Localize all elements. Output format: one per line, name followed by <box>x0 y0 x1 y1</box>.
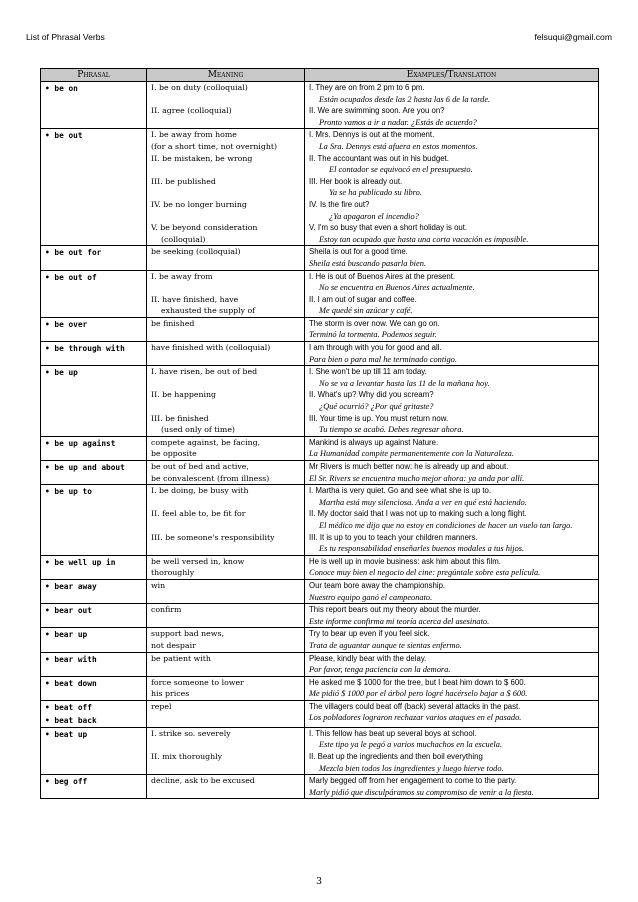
translation-line: Este tipo ya le pegó a varios muchachos en la escuela. <box>319 740 503 750</box>
phrasal-verb: • be out for <box>45 248 102 258</box>
translation-line: Martha está muy silenciosa. Anda a ver en qué está haciendo. <box>319 497 527 507</box>
phrasal-verb: • beat down <box>45 678 97 688</box>
meaning-line <box>151 401 300 413</box>
phrasal-cell <box>41 366 147 437</box>
table-row <box>41 461 599 485</box>
phrasal-cell <box>41 727 147 774</box>
phrasal-verb: • beat off <box>45 702 92 712</box>
phrasal-cell <box>41 579 147 603</box>
example-line: III. Your time is up. You must return now. <box>309 413 449 423</box>
phrasal-verb: • be up against <box>45 438 116 448</box>
phrasal-verb: • bear up <box>45 630 88 640</box>
translation-line: Marly pidió que disculpáramos su compromiso de venir a la fiesta. <box>309 787 534 797</box>
meaning-line <box>151 616 300 628</box>
examples-cell <box>305 485 599 556</box>
meaning-line <box>151 520 300 532</box>
meaning-line: III. be someone's responsibility <box>151 532 275 542</box>
phrasal-cell <box>41 485 147 556</box>
meaning-line: not despair <box>151 640 196 650</box>
translation-line: Este informe confirma mi teoría acerca del asesinato. <box>309 616 490 626</box>
table-row <box>41 270 599 317</box>
meaning-line <box>151 354 300 366</box>
examples-cell <box>305 270 599 317</box>
translation-line: Ya se ha publicado su libro. <box>329 188 422 198</box>
phrasal-verb: • be out of <box>45 272 97 282</box>
meaning-line <box>151 117 300 129</box>
phrasal-cell <box>41 604 147 628</box>
example-line: I. He is out of Buenos Aires at the present. <box>309 271 456 281</box>
phrasal-verb: • beat back <box>45 715 97 725</box>
phrasal-cell <box>41 246 147 270</box>
phrasal-cell <box>41 82 147 129</box>
phrasal-cell <box>41 436 147 460</box>
example-line: II. My doctor said that I was not up to making such a long flight. <box>309 509 527 519</box>
meaning-line: thoroughly <box>151 568 195 578</box>
meaning-line: I. strike so. severely <box>151 728 231 738</box>
example-line: The villagers could beat off (back) several attacks in the past. <box>309 701 521 711</box>
translation-line: Están ocupados desde las 2 hasta las 6 de la tarde. <box>319 94 491 104</box>
phrasal-cell <box>41 775 147 799</box>
meaning-line: I. have risen, be out of bed <box>151 367 258 377</box>
translation-line: Para bien o para mal he terminado contigo. <box>309 354 457 364</box>
table-row <box>41 129 599 246</box>
meaning-line: III. be published <box>151 176 216 186</box>
meaning-line: (for a short time, not overnight) <box>151 141 278 151</box>
examples-cell <box>305 246 599 270</box>
meaning-cell <box>147 652 305 676</box>
meaning-line: be finished <box>151 318 195 328</box>
meaning-line: be patient with <box>151 653 211 663</box>
meaning-line <box>151 282 300 294</box>
table-row <box>41 628 599 652</box>
table-row <box>41 317 599 341</box>
meaning-cell <box>147 82 305 129</box>
meaning-line: I. be away from home <box>151 130 237 140</box>
table-row <box>41 436 599 460</box>
meaning-cell <box>147 700 305 727</box>
meaning-line: II. mix thoroughly <box>151 752 223 762</box>
meaning-cell <box>147 317 305 341</box>
meaning-line: be convalescent (from illness) <box>151 473 270 483</box>
phrasal-verb: • be up to <box>45 487 92 497</box>
meaning-line: be out of bed and active, <box>151 462 249 471</box>
phrasal-verbs-table <box>40 68 599 799</box>
meaning-line <box>151 763 300 775</box>
phrasal-cell <box>41 700 147 727</box>
meaning-cell <box>147 485 305 556</box>
meaning-line <box>151 664 300 676</box>
meaning-line: repel <box>151 701 172 711</box>
translation-line: Estoy tan ocupado que hasta una corta vacación es imposible. <box>319 234 529 244</box>
translation-line: La Humanidad compite permanentemente con la Naturaleza. <box>309 449 514 459</box>
translation-line: Por favor, tenga paciencia con la demora. <box>309 665 451 675</box>
meaning-line <box>151 739 300 751</box>
meaning-line <box>151 712 300 724</box>
phrasal-cell <box>41 317 147 341</box>
example-line: II. We are swimming soon. Are you on? <box>309 106 445 116</box>
example-line: III. Her book is already out. <box>309 176 403 186</box>
phrasal-verb: • be out <box>45 131 83 141</box>
table-row <box>41 342 599 366</box>
meaning-cell <box>147 628 305 652</box>
meaning-line: support bad news, <box>151 629 224 639</box>
phrasal-cell <box>41 342 147 366</box>
example-line: I. Mrs. Dennys is out at the moment. <box>309 130 435 140</box>
example-line: I. This fellow has beat up several boys at school. <box>309 728 477 738</box>
example-line: V. I'm so busy that even a short holiday is out. <box>309 223 468 233</box>
meaning-line: (used only of time) <box>161 425 235 435</box>
examples-cell <box>305 676 599 700</box>
translation-line: ¿Ya apagaron el incendio? <box>329 211 419 221</box>
meaning-line <box>151 211 300 223</box>
examples-cell <box>305 727 599 774</box>
meaning-line: II. be happening <box>151 390 216 400</box>
meaning-cell <box>147 727 305 774</box>
examples-cell <box>305 436 599 460</box>
meaning-line: decline, ask to be excused <box>151 776 255 786</box>
translation-line: Me quedé sin azúcar y café. <box>319 306 413 316</box>
example-line: Mr Rivers is much better now: he is already up and about. <box>309 462 509 471</box>
translation-line: El Sr. Rivers se encuentra mucho mejor ahora: ya anda por allí. <box>309 473 525 483</box>
translation-line: Me pidió $ 1000 por el árbol pero logré hacérselo bajar a $ 600. <box>309 689 528 699</box>
example-line: II. The accountant was out in his budget. <box>309 153 449 163</box>
translation-line: Terminó la tormenta. Podemos seguir. <box>309 330 437 340</box>
examples-cell <box>305 775 599 799</box>
example-line: II. I am out of sugar and coffee. <box>309 294 417 304</box>
meaning-line <box>151 329 300 341</box>
meaning-cell <box>147 775 305 799</box>
table-row <box>41 775 599 799</box>
table-row <box>41 700 599 727</box>
table-row <box>41 366 599 437</box>
examples-cell <box>305 461 599 485</box>
meaning-line: be well versed in, know <box>151 556 245 566</box>
phrasal-verb: • bear with <box>45 654 97 664</box>
phrasal-cell <box>41 555 147 579</box>
examples-cell <box>305 366 599 437</box>
meaning-cell <box>147 436 305 460</box>
example-line: I am through with you for good and all. <box>309 343 442 353</box>
header-title: List of Phrasal Verbs <box>26 32 105 42</box>
table-row <box>41 82 599 129</box>
table-row <box>41 579 599 603</box>
meaning-line: have finished with (colloquial) <box>151 343 271 353</box>
translation-line: No se va a levantar hasta las 11 de la mañana hoy. <box>319 378 490 388</box>
phrasal-verb: • be through with <box>45 344 125 354</box>
example-line: He is well up in movie business: ask him about this film. <box>309 556 501 566</box>
phrasal-verb: • be up and about <box>45 463 125 472</box>
translation-line: Conoce muy bien el negocio del cine: pregúntale sobre esta película. <box>309 568 541 578</box>
table-header-row <box>41 69 599 82</box>
meaning-line <box>151 258 300 270</box>
phrasal-verb: • bear out <box>45 606 92 616</box>
table-row <box>41 246 599 270</box>
example-line: I. They are on from 2 pm to 6 pm. <box>309 83 425 92</box>
meaning-line: V. be beyond consideration <box>151 223 258 233</box>
meaning-line: III. be finished <box>151 413 209 423</box>
meaning-line: I. be away from <box>151 271 213 281</box>
translation-line: Los pobladores lograron rechazar varios ataques en el pasado. <box>309 713 522 723</box>
phrasal-cell <box>41 129 147 246</box>
meaning-line: win <box>151 580 166 590</box>
meaning-line: I. be doing, be busy with <box>151 486 249 496</box>
example-line: II. Beat up the ingredients and then boil everything <box>309 752 483 762</box>
example-line: Please, kindly bear with the delay. <box>309 653 427 663</box>
phrasal-verb: • be well up in <box>45 557 116 567</box>
meaning-cell <box>147 676 305 700</box>
phrasal-cell <box>41 270 147 317</box>
phrasal-cell <box>41 676 147 700</box>
examples-cell <box>305 604 599 628</box>
meaning-line: exhausted the supply of <box>161 306 256 316</box>
meaning-cell <box>147 579 305 603</box>
example-line: III. It is up to you to teach your children manners. <box>309 532 478 542</box>
examples-cell <box>305 628 599 652</box>
meaning-cell <box>147 129 305 246</box>
running-header <box>26 32 612 46</box>
example-line: Marly begged off from her engagement to come to the party. <box>309 776 517 786</box>
example-line: He asked me $ 1000 for the tree, but I beat him down to $ 600. <box>309 677 526 687</box>
phrasal-cell <box>41 461 147 485</box>
meaning-line: be opposite <box>151 449 197 459</box>
translation-line: Trata de aguantar aunque te sientas enfermo. <box>309 640 462 650</box>
translation-line: La Sra. Dennys está afuera en estos momentos. <box>319 141 478 151</box>
example-line: Our team bore away the championship. <box>309 580 446 590</box>
translation-line: El médico me dijo que no estoy en condiciones de hacer un vuelo tan largo. <box>319 520 573 530</box>
meaning-line: compete against, be facing, <box>151 437 261 447</box>
example-line: Sheila is out for a good time. <box>309 247 408 257</box>
phrasal-verb: • be up <box>45 368 78 378</box>
meaning-cell <box>147 555 305 579</box>
meaning-line: be seeking (colloquial) <box>151 247 241 257</box>
examples-cell <box>305 579 599 603</box>
page-number: 3 <box>315 876 323 887</box>
translation-line: Sheila está buscando pasarla bien. <box>309 258 427 268</box>
examples-cell <box>305 129 599 246</box>
example-line: Mankind is always up against Nature. <box>309 437 439 447</box>
phrasal-verb: • be over <box>45 319 88 329</box>
examples-cell <box>305 317 599 341</box>
meaning-line: force someone to lower <box>151 677 244 687</box>
phrasal-cell <box>41 628 147 652</box>
meaning-line: I. be on duty (colloquial) <box>151 83 248 92</box>
example-line: II. What's up? Why did you scream? <box>309 390 434 400</box>
phrasal-verb: • beg off <box>45 777 88 787</box>
table-row <box>41 676 599 700</box>
translation-line: Pronto vamos a ir a nadar. ¿Estás de acuerdo? <box>319 117 477 127</box>
meaning-line <box>151 543 300 555</box>
meaning-line: II. have finished, have <box>151 294 239 304</box>
translation-line: No se encuentra en Buenos Aires actualmente. <box>319 283 475 293</box>
phrasal-cell <box>41 652 147 676</box>
table-row <box>41 485 599 556</box>
example-line: The storm is over now. We can go on. <box>309 318 440 328</box>
examples-cell <box>305 555 599 579</box>
meaning-line: II. agree (colloquial) <box>151 106 232 116</box>
meaning-line <box>151 787 300 799</box>
meaning-cell <box>147 604 305 628</box>
meaning-cell <box>147 366 305 437</box>
translation-line: Nuestro equipo ganó el campeonato. <box>309 592 433 602</box>
example-line: I. Martha is very quiet. Go and see what she is up to. <box>309 486 492 496</box>
meaning-line: II. be mistaken, be wrong <box>151 153 253 163</box>
translation-line: Tu tiempo se acabó. Debes regresar ahora. <box>319 425 464 435</box>
example-line: Try to bear up even if you feel sick. <box>309 629 430 639</box>
meaning-cell <box>147 461 305 485</box>
translation-line: ¿Qué ocurrió? ¿Por qué gritaste? <box>319 402 434 412</box>
examples-cell <box>305 342 599 366</box>
meaning-cell <box>147 342 305 366</box>
meaning-cell <box>147 270 305 317</box>
meaning-line: his prices <box>151 689 190 699</box>
meaning-line: confirm <box>151 605 182 615</box>
meaning-line: II. feel able to, be fit for <box>151 509 246 519</box>
column-header-phrasal: Phrasal <box>41 69 147 82</box>
translation-line: Es tu responsabilidad enseñarles buenos modales a tus hijos. <box>319 544 525 554</box>
example-line: I. She won't be up till 11 am today. <box>309 367 427 377</box>
examples-cell <box>305 82 599 129</box>
phrasal-verb: • be on <box>45 84 78 93</box>
meaning-line <box>151 94 300 106</box>
example-line: IV. Is the fire out? <box>309 199 370 209</box>
meaning-line <box>151 378 300 390</box>
table-row <box>41 727 599 774</box>
meaning-line <box>151 164 300 176</box>
meaning-line <box>151 497 300 509</box>
table-row <box>41 604 599 628</box>
meaning-line: (colloquial) <box>161 234 206 244</box>
phrasal-verb: • bear away <box>45 581 97 591</box>
column-header-examples: Examples/Translation <box>305 69 599 82</box>
meaning-cell <box>147 246 305 270</box>
examples-cell <box>305 700 599 727</box>
meaning-line <box>151 592 300 604</box>
meaning-line: IV. be no longer burning <box>151 199 247 209</box>
meaning-line <box>151 187 300 199</box>
table-row <box>41 555 599 579</box>
phrasal-verb: • beat up <box>45 729 88 739</box>
translation-line: Mezcla bien todos los ingredientes y luego hierve todo. <box>319 763 504 773</box>
column-header-meaning: Meaning <box>147 69 305 82</box>
example-line: This report bears out my theory about the murder. <box>309 605 481 615</box>
translation-line: El contador se equivocó en el presupuesto. <box>329 165 473 175</box>
header-email: felsuqui@gmail.com <box>534 32 612 42</box>
examples-cell <box>305 652 599 676</box>
table-row <box>41 652 599 676</box>
